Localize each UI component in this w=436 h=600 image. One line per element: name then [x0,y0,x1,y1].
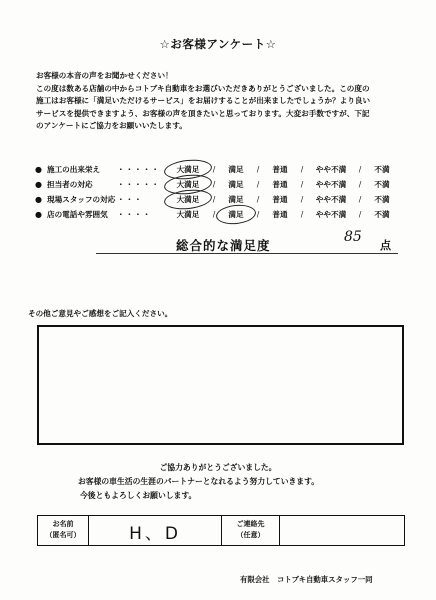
rating-option-label: やや不満 [315,164,347,174]
rating-option-label: 満足 [228,164,244,174]
rating-option-label: 不満 [374,194,390,204]
overall-satisfaction-label: 総合的な満足度 [176,238,271,253]
option-separator: / [300,194,304,204]
rating-option[interactable] [309,194,353,205]
option-separator: / [256,179,260,189]
rating-option-label: 満足 [228,194,244,204]
option-separator: / [300,164,304,174]
rating-option-label: 満足 [228,209,244,219]
rating-option-label: やや不満 [315,194,347,204]
rating-option[interactable] [221,179,251,190]
intro-line: この度は数ある店舗の中からコトブキ自動車をお選びいただきありがとうございました。この度の [36,83,370,93]
rating-option[interactable] [265,164,295,175]
overall-score[interactable]: 85 [344,229,362,245]
intro-line: サービスを提供できますよう、お客様の声を頂きたいと思っております。大変お手数ですが、下記 [36,108,370,118]
rating-option-label: 不満 [374,209,390,219]
name-value: H、D [129,524,181,544]
overall-underline [96,253,398,254]
rating-option-label: 不満 [374,179,390,189]
rating-option[interactable] [265,179,295,190]
intro-line: お客様の本音の声をお聞かせください！ [36,71,173,80]
rating-category: 施工の出来栄え [46,164,101,174]
rating-option-label: 大満足 [176,194,200,204]
intro-line: のアンケートにご協力をお願いいたします。 [36,121,187,131]
comment-label: その他ご意見やご感想をご記入ください。 [28,309,173,318]
closing-line: 今後ともよろしくお願いします。 [80,490,197,500]
rating-option[interactable] [265,194,295,205]
rating-option-label: 大満足 [176,209,200,219]
rating-option-label: 普通 [272,179,288,189]
rating-category: 担当者の対応 [46,179,93,189]
rating-option-label: 普通 [272,194,288,204]
rating-option[interactable] [309,179,353,190]
name-field[interactable] [89,516,222,545]
option-separator: / [212,209,216,219]
rating-option[interactable] [367,164,397,175]
name-label: お名前 [52,520,74,528]
footer-signature: 有限会社 コトブキ自動車スタッフ一同 [240,575,373,584]
rating-option-label: 大満足 [176,179,200,189]
option-separator: / [256,209,260,219]
option-separator: / [256,194,260,204]
rating-option[interactable] [221,209,251,220]
rating-row [35,193,397,205]
comment-box[interactable] [37,325,404,445]
option-separator: / [358,164,362,174]
rating-category: 現場スタッフの対応 [46,194,116,204]
bullet-icon: ● [35,179,42,189]
contact-label-note: （任意） [236,531,265,539]
contact-label-cell [222,516,280,545]
closing-text [78,475,319,502]
leader-dots: ・・・・・ [116,164,160,174]
rating-option-label: 普通 [272,209,288,219]
rating-option-label: やや不満 [315,209,347,219]
rating-option[interactable] [367,194,397,205]
name-label-cell [38,516,89,545]
option-separator: / [358,194,362,204]
option-separator: / [212,194,216,204]
contact-label: ご連絡先 [236,520,265,528]
bullet-icon: ● [35,194,42,204]
rating-row [35,208,397,220]
selection-circle-mark [215,202,257,225]
rating-option-label: 不満 [374,164,390,174]
intro-line: 施工はお客様に「満足いただけるサービス」をお届けすることが出来ましたでしょうか？より良い [36,96,371,106]
option-separator: / [212,164,216,174]
contact-field[interactable] [280,516,404,545]
option-separator: / [300,209,304,219]
rating-category: 店の電話や雰囲気 [46,209,108,219]
rating-option[interactable] [221,194,251,205]
option-separator: / [358,209,362,219]
rating-option-label: 大満足 [176,164,200,174]
thanks-text: ご協力ありがとうございました。 [159,463,277,472]
rating-option[interactable] [309,209,353,220]
contact-form [37,515,405,546]
rating-option[interactable] [265,209,295,220]
option-separator: / [256,164,260,174]
rating-option[interactable] [169,179,207,190]
rating-option-label: 満足 [228,179,244,189]
survey-title: ☆お客様アンケート☆ [159,37,277,51]
intro-text [36,70,370,133]
rating-option[interactable] [221,164,251,175]
rating-option[interactable] [169,209,207,220]
rating-option[interactable] [169,164,207,175]
leader-dots: ・・・・・ [116,179,160,189]
closing-line: お客様の車生活の生涯のパートナーとなれるよう努力していきます。 [78,477,320,486]
rating-row [35,163,397,175]
rating-option[interactable] [309,164,353,175]
option-separator: / [212,179,216,189]
rating-option[interactable] [367,209,397,220]
name-label-note: （匿名可） [45,531,81,539]
rating-option[interactable] [169,194,207,205]
rating-option-label: やや不満 [315,179,347,189]
rating-option[interactable] [367,179,397,190]
leader-dots: ・・・ [116,194,143,204]
option-separator: / [300,179,304,189]
rating-option-label: 普通 [272,164,288,174]
leader-dots: ・・・・ [116,209,152,219]
bullet-icon: ● [35,209,42,219]
rating-row [35,178,397,190]
bullet-icon: ● [35,164,42,174]
score-unit: 点 [380,239,391,252]
option-separator: / [358,179,362,189]
